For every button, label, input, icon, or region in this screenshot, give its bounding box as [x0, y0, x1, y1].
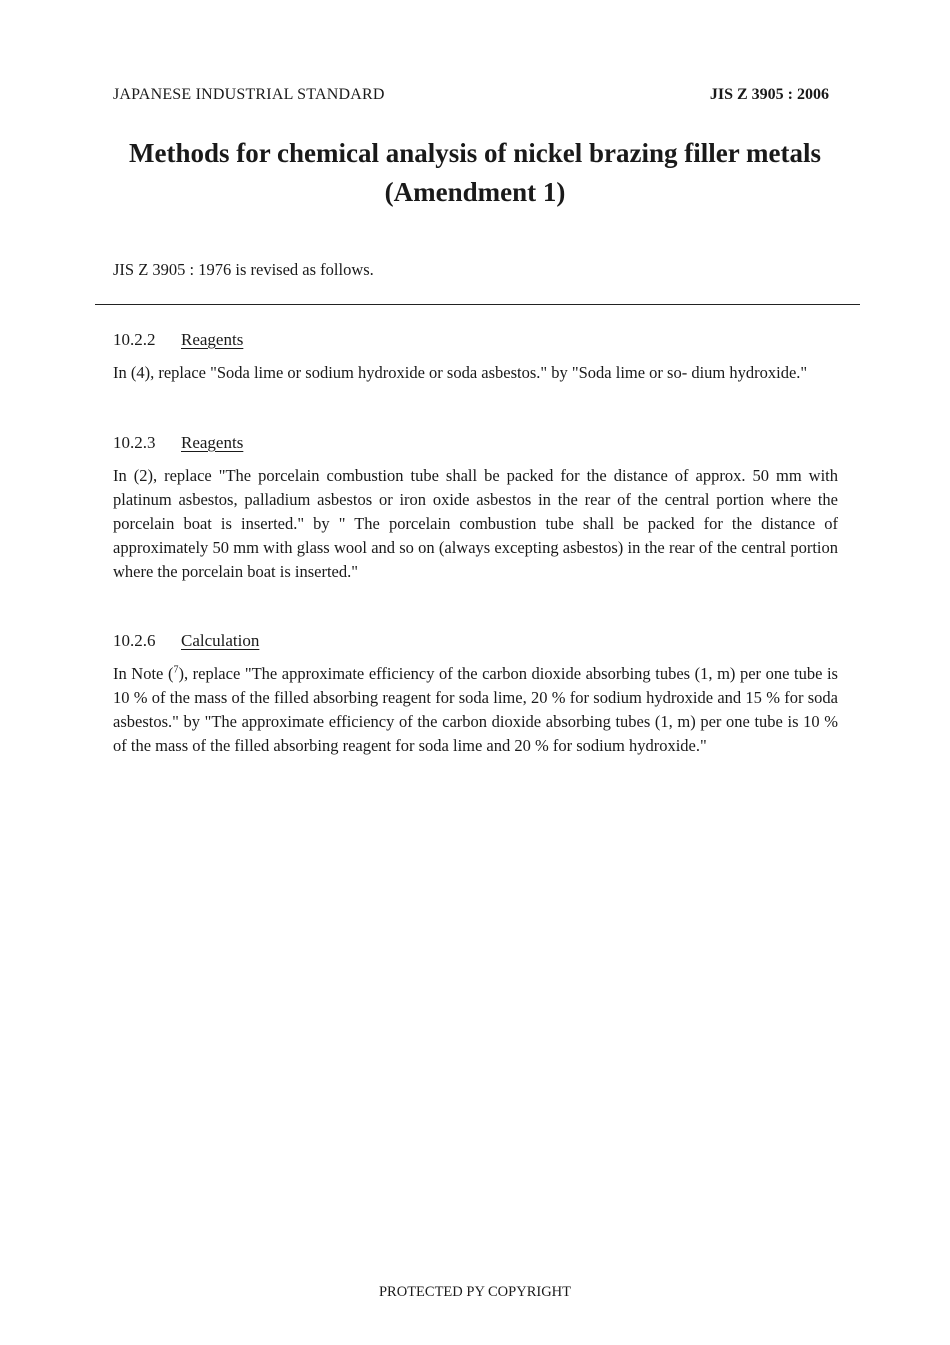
section-10-2-3 [113, 431, 838, 584]
title-line-2: (Amendment 1) [384, 177, 566, 207]
standard-number: JIS Z 3905 : 2006 [709, 86, 829, 103]
copyright-footer: PROTECTED PY COPYRIGHT [378, 1284, 571, 1300]
note-reference: 7 [173, 664, 179, 676]
horizontal-divider [95, 304, 860, 305]
body-prefix: In Note ( [113, 664, 174, 683]
section-number: 10.2.3 [113, 433, 156, 452]
section-number: 10.2.6 [113, 631, 156, 650]
section-title: Reagents [181, 330, 244, 349]
title-line-1: Methods for chemical analysis of nickel brazing filler metals [129, 138, 821, 168]
document-title [95, 134, 855, 212]
section-10-2-6 [113, 629, 838, 758]
standard-header: JAPANESE INDUSTRIAL STANDARD [113, 86, 385, 103]
section-heading [113, 629, 838, 653]
section-title: Reagents [181, 433, 244, 452]
section-heading [113, 328, 838, 352]
section-10-2-2 [113, 328, 838, 385]
section-title: Calculation [181, 631, 260, 650]
section-heading [113, 431, 838, 455]
section-body: In (4), replace "Soda lime or sodium hydroxide or soda asbestos." by "Soda lime or so- dium hydroxide." [113, 363, 808, 382]
section-body: In (2), replace "The porcelain combustion tube shall be packed for the distance of approx. 50 mm with platinum asbestos, palladium asbestos or iron oxide asbestos in the rear of the central portion where the porcelain boat is inserted." by " The porcelain combustion tube shall be packed for the distance of approximately 50 mm with glass wool and so on (always excepting asbestos) in the rear of the central portion where the porcelain boat is inserted." [113, 466, 838, 581]
intro-text: JIS Z 3905 : 1976 is revised as follows. [113, 260, 374, 279]
body-suffix: ), replace "The approximate efficiency of the carbon dioxide absorbing tubes (1, m) per one tube is 10 % of the mass of the filled absorbing reagent for soda lime, 20 % for sodium hydroxide and 15 % for soda asbestos." by "The approximate efficiency of the carbon dioxide absorbing tubes (1, m) per one tube is 10 % of the mass of the filled absorbing reagent for soda lime and 20 % for sodium hydroxide." [113, 664, 838, 755]
section-body [113, 662, 838, 758]
section-number: 10.2.2 [113, 330, 156, 349]
